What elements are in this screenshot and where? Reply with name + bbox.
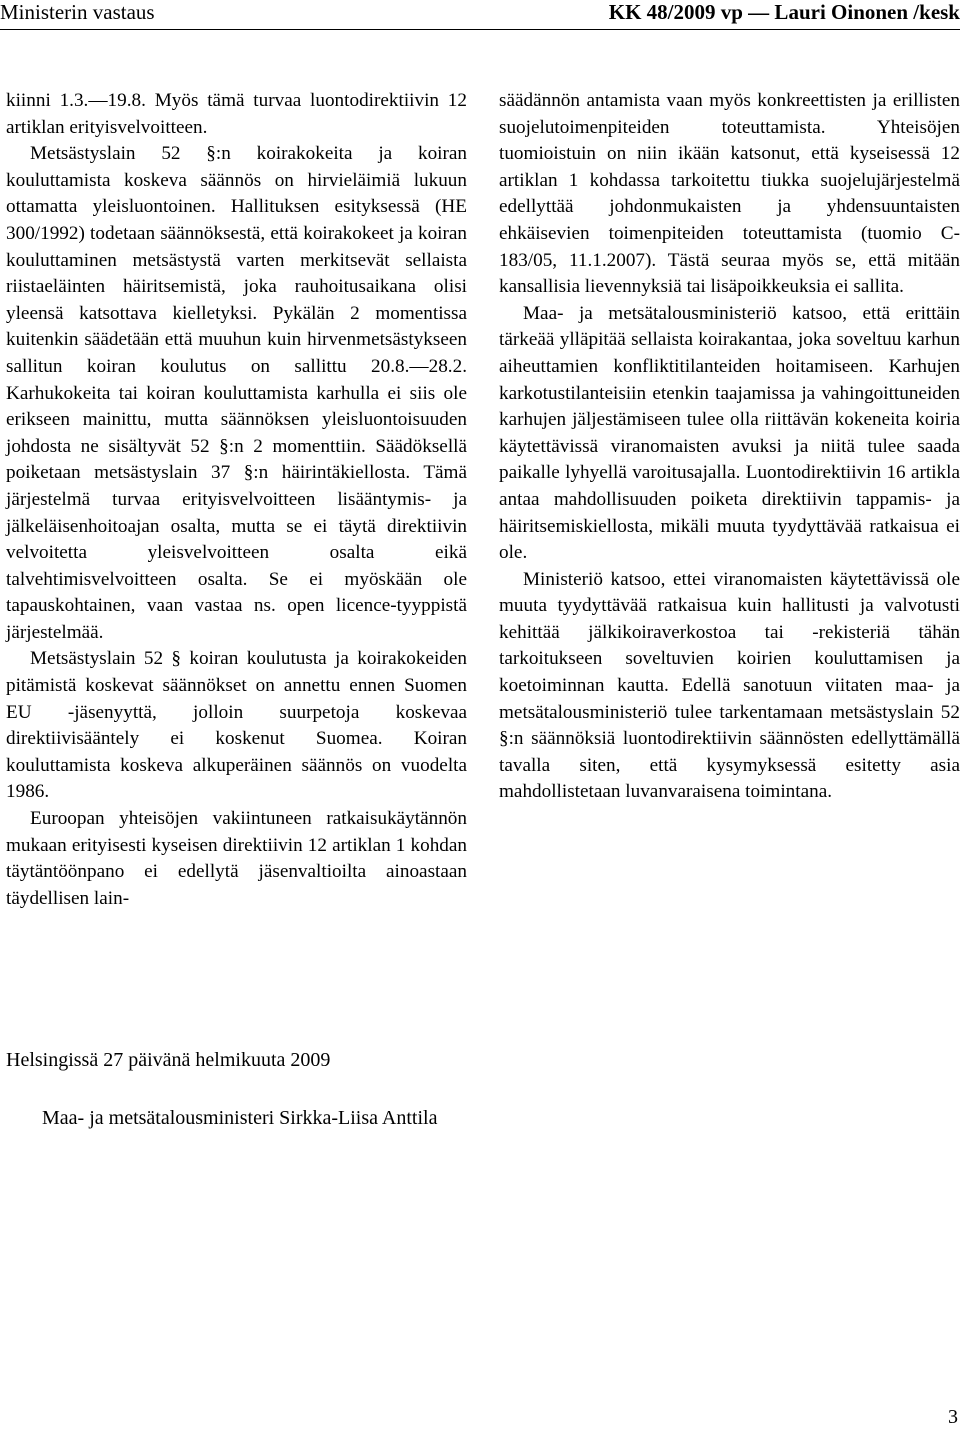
signature-place-date: Helsingissä 27 päivänä helmikuuta 2009 [6,1049,331,1071]
paragraph: Euroopan yhteisöjen vakiintuneen ratkaisukäytännön mukaan erityisesti kyseisen direktiivin 12 artiklan 1 kohdan täytäntöönpano ei edellytä jäsenvaltioilta ainoastaan täydellisen lain- [6,808,467,909]
paragraph: säädännön antamista vaan myös konkreettisten ja erillisten suojelutoimenpiteiden toteuttamista. Yhteisöjen tuomioistuin on niin ikään katsonut, että kyseisessä 12 artiklan 1 kohdassa tarkoitettu tiukka suojelujärjestelmä edellyttää johdonmukaisten ja yhdensuuntaisten ehkäisevien toimenpiteiden toteuttamista (tuomio C-183/05, 11.1.2007). Tästä seuraa myös se, että mitään kansallisia lievennyksiä tai lisäpoikkeuksia ei sallita. [499,90,960,298]
paragraph: Metsästyslain 52 § koiran koulutusta ja koirakokeiden pitämistä koskevat säännökset on annettu ennen Suomen EU -jäsenyyttä, jolloin suurpetoja koskevaa direktiivisääntely ei koskenut Suomea. Koiran kouluttamista koskeva alkuperäinen säännös on vuodelta 1986. [6,648,467,803]
signature-name: Maa- ja metsätalousministeri Sirkka-Liisa Anttila [42,1107,438,1129]
running-header-right: KK 48/2009 vp — Lauri Oinonen /kesk [608,0,960,24]
right-text-column [499,88,960,806]
paragraph: Metsästyslain 52 §:n koirakokeita ja koiran kouluttamista koskeva säännös on hirvieläimiä lukuun ottamatta yleisluontoinen. Hallituksen esityksessä (HE 300/1992) todetaan säännöksestä, että koirakokeet ja koiran kouluttaminen metsästystä varten merkitsevät sellaista riistaeläinten häiritsemistä, joka rauhoitusaikana olisi yleensä katsottava kielletyksi. Pykälän 2 momentissa kuitenkin säädetään että muuhun kuin hirvenmetsästykseen sallitun koiran koulutus on sallittu 20.8.—28.2. Karhukokeita tai koiran kouluttamista karhulla ei siis ole erikseen mainittu, mutta säännöksen yleisluontoisuuden johdosta ne sisältyvät 52 §:n 2 momenttiin. Säädöksellä poiketaan metsästyslain 37 §:n häirintäkiellosta. Tämä järjestelmä turvaa erityisvelvoitteen lisääntymis- ja jälkeläisenhoitoajan osalta, mutta se ei täytä direktiivin velvoitetta yleisvelvoitteen osalta eikä talvehtimisvelvoitteen osalta. Se ei myöskään ole tapauskohtainen, vaan vastaa ns. open licence-tyyppistä järjestelmää. [6,143,467,643]
paragraph: Ministeriö katsoo, ettei viranomaisten käytettävissä ole muuta tyydyttävää ratkaisua kuin hallitusti ja valvotusti kehittää jälkikoiraverkostoa tai -rekisteriä tähän tarkoitukseen soveltuvien koirien kouluttamisen ja koetoiminnan kautta. Edellä sanotuun viitaten maa- ja metsätalousministeriö tulee tarkentamaan metsästyslain 52 §:n säännöksiä luontodirektiivin säännösten edellyttämällä tavalla siten, että kysymyksessä esitetty asia mahdollistetaan luvanvaraisena toimintana. [499,568,960,803]
page-number: 3 [948,1406,958,1428]
header-divider [0,29,960,30]
left-text-column [6,88,467,912]
paragraph: Maa- ja metsätalousministeriö katsoo, että erittäin tärkeää ylläpitää sellaista koirakantaa, joka soveltuu karhun aiheuttamien konfliktitilanteiden hoitamiseen. Karhujen karkotustilanteisiin etenkin taajamissa ja vahingoittuneiden karhujen jäljestämiseen tulee olla riittävän kokeneita koiria käytettävissä viranomaisten avuksi ja niitä tulee saada paikalle lyhyellä varoitusajalla. Luontodirektiivin 16 artikla antaa mahdollisuuden poiketa direktiivin tappamis- ja häiritsemiskiellosta, mikäli muuta tyydyttävää ratkaisua ei ole. [499,302,960,564]
running-header-left: Ministerin vastaus [0,0,155,24]
paragraph: kiinni 1.3.—19.8. Myös tämä turvaa luontodirektiivin 12 artiklan erityisvelvoitteen. [6,90,467,138]
